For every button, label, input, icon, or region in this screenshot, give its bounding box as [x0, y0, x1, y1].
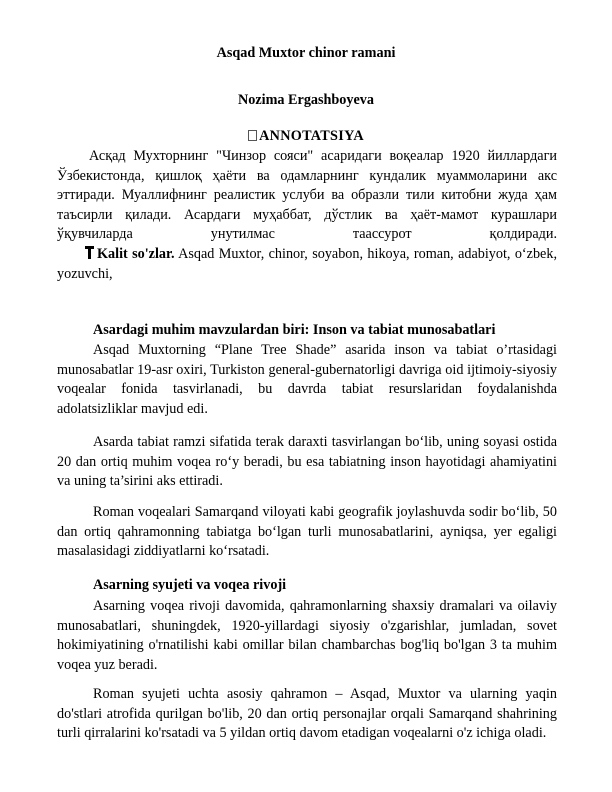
document-title: Asqad Muxtor chinor ramani [216, 45, 396, 61]
section1-paragraph-1: Asqad Muxtorning “Plane Tree Shade” asarida inson va tabiat o’rtasidagi munosabatlar 19-asr oxiri, Turkiston general-gubernatorligi davriga oid ijtimoiy-siyosiy voqealar fonida tasvirlanadi, bu davrda tabiat resurslaridan foydalanishda adolatsizliklar mavjud edi. [57, 342, 557, 417]
section-heading-plot: Asarning syujeti va voqea rivoji [93, 577, 287, 593]
author-name: Nozima Ergashboyeva [238, 92, 374, 108]
section2-paragraph-1: Asarning voqea rivoji davomida, qahramonlarning shaxsiy dramalari va oilaviy munosabatlari, shuningdek, 1920-yillardagi siyosiy o'zgarishlar, jumladan, sovet hokimiyatining o'rnatilishi kabi omillar bilan chambarchas bog'liq bo'lgan 3 ta muhim voqea yuz beradi. [57, 598, 557, 673]
annotation-heading-text: ANNOTATSIYA [259, 128, 364, 144]
annotation-paragraph: Асқад Мухторнинг "Чинзор сояси" асаридаги воқеалар 1920 йиллардаги Ўзбекистонда, қишлоқ ҳаёти ва одамларнинг кундалик муаммоларини акс эттиради. Муаллифнинг реалистик услуби ва образли тили китобни жуда ҳам таъсирли қилади. Асардаги муҳаббат, дўстлик ва ҳаёт-мамот курашлари ўқувчиларда унутилмас таассурот қолдиради. [57, 148, 557, 243]
key-bullet-icon [85, 246, 94, 259]
keywords-text: Asqad Muxtor, chinor, soyabon, hikoya, roman, adabiyot, o‘zbek, yozuvchi, [57, 246, 557, 282]
section-heading-nature: Asardagi muhim mavzulardan biri: Inson va tabiat munosabatlari [93, 322, 496, 338]
annotation-heading [0, 128, 612, 145]
missing-glyph-box-icon [248, 130, 257, 141]
section1-paragraph-3: Roman voqealari Samarqand viloyati kabi geografik joylashuvda sodir bo‘lib, 50 dan ortiq qahramonning tabiatga bo‘lgan turli munosabatlarini, ayniqsa, yer egaligi masalasidagi ziddiyatlarni ko‘rsatadi. [57, 504, 557, 560]
keywords-label: Kalit so'zlar. [97, 246, 175, 262]
keywords-paragraph [57, 245, 557, 284]
section2-paragraph-2: Roman syujeti uchta asosiy qahramon – Asqad, Muxtor va ularning yaqin do'stlari atrofida qurilgan bo'lib, 20 dan ortiq personajlar orqali Samarqand shahrining turli qirralarini ko'rsatadi va 5 yildan ortiq davom etadigan voqealarni o'z ichiga oladi. [57, 686, 557, 742]
section1-paragraph-2: Asarda tabiat ramzi sifatida terak daraxti tasvirlangan bo‘lib, uning soyasi ostida 20 dan ortiq muhim voqea ro‘y beradi, bu esa tabiatning inson hayotidagi ahamiyatini va uning ta’sirini aks ettiradi. [57, 434, 557, 490]
